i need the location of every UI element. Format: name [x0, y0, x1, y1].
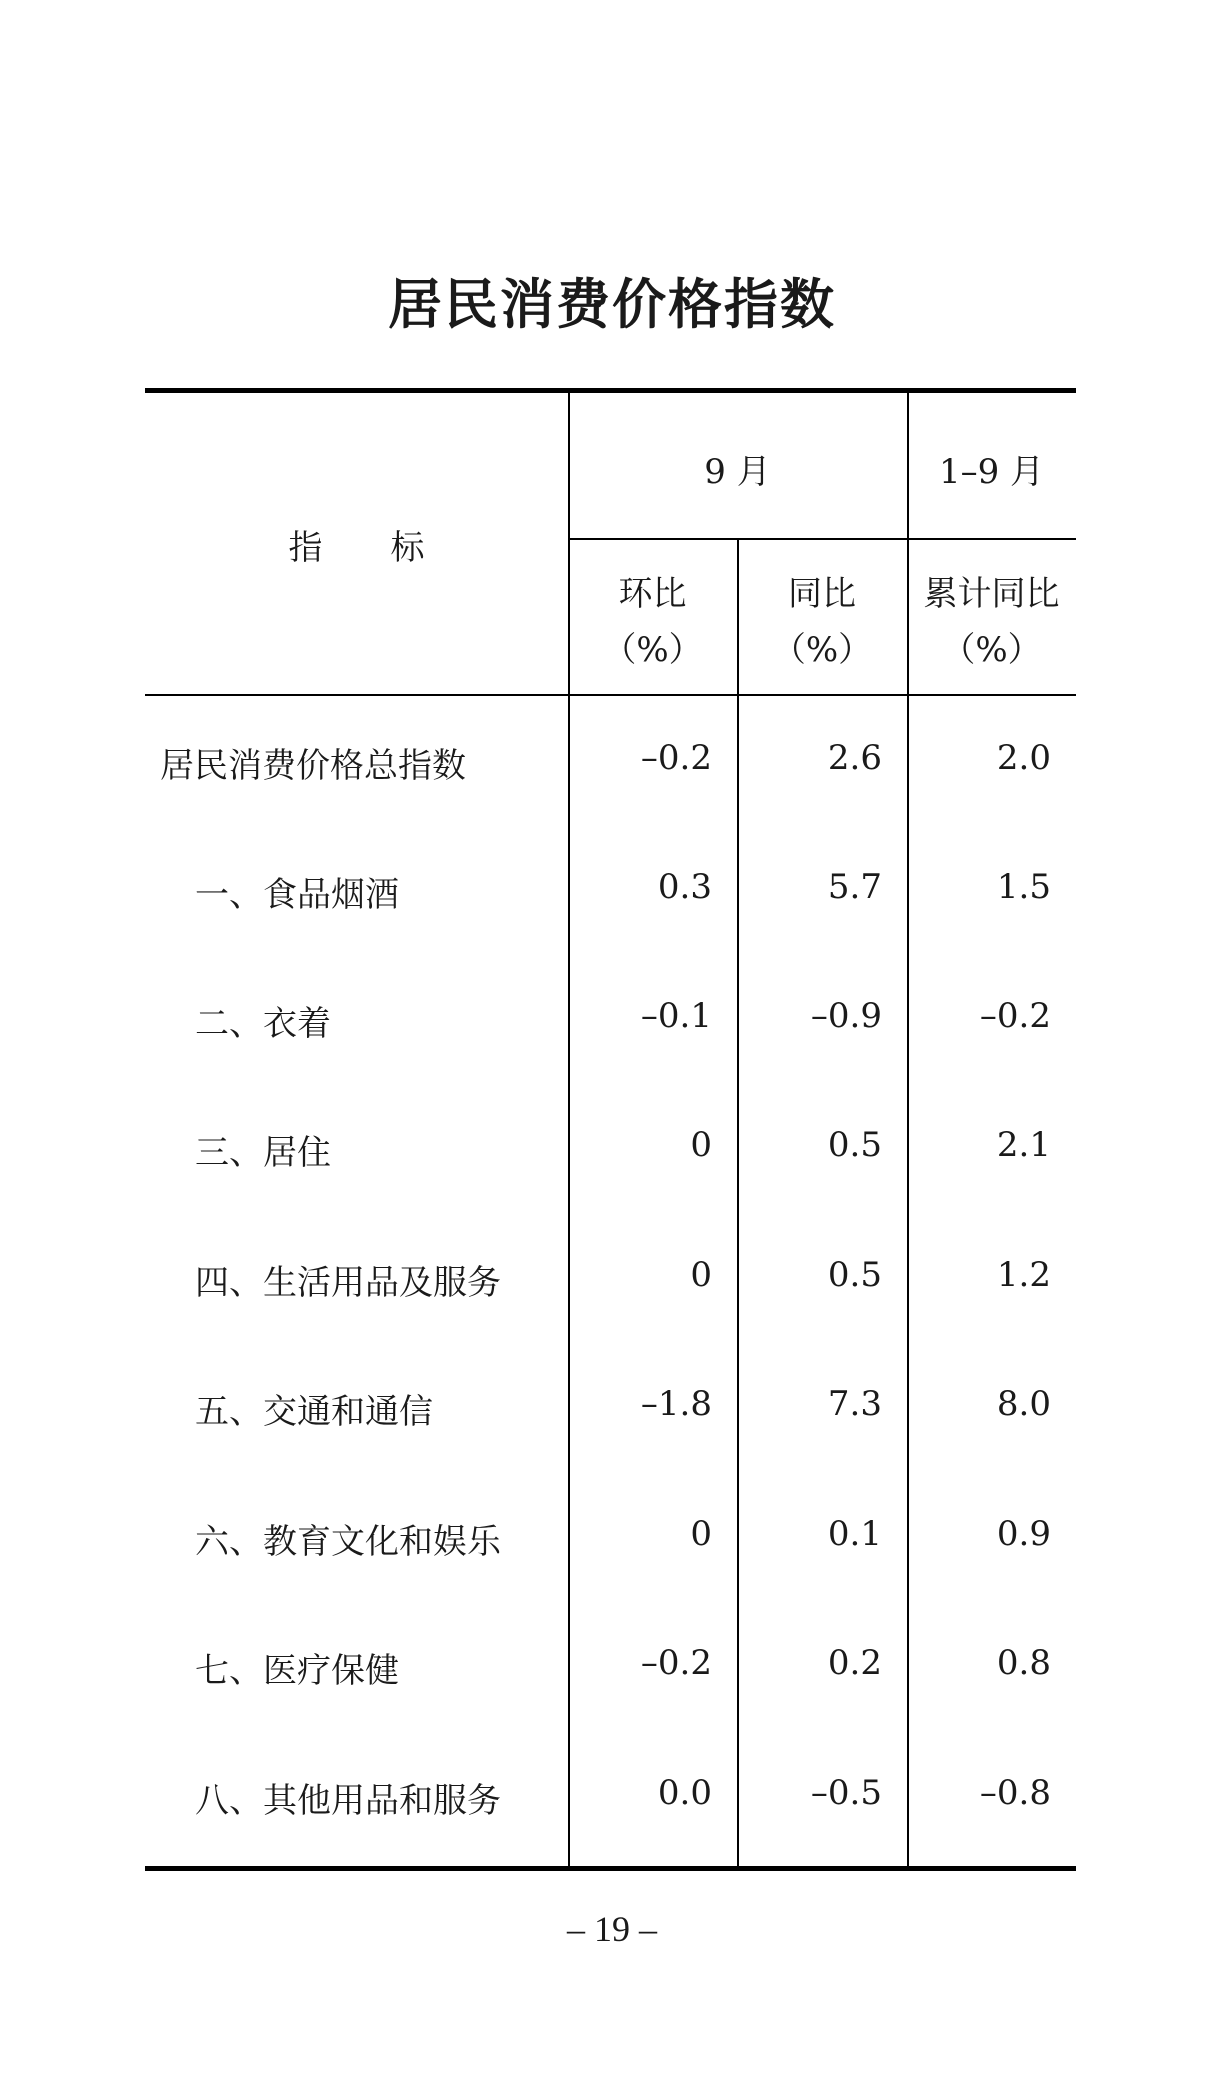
cell-yoy: 7.3 — [827, 1384, 882, 1424]
header-unit: （%） — [602, 630, 703, 670]
row-label: 居民消费价格总指数 — [160, 746, 466, 786]
cell-cum: 1.5 — [996, 867, 1051, 907]
row-label: 五、交通和通信 — [195, 1392, 433, 1432]
cell-yoy: 0.5 — [827, 1255, 882, 1295]
cell-mom: –0.2 — [640, 738, 712, 778]
header-group-month: 9 月 — [704, 452, 771, 492]
row-label: 二、衣着 — [195, 1004, 331, 1044]
cell-mom: 0 — [690, 1255, 712, 1295]
cpi-table — [145, 388, 1076, 1871]
row-label: 三、居住 — [195, 1133, 331, 1173]
header-indicator: 指 标 — [288, 528, 425, 568]
table-top-rule — [145, 388, 1076, 393]
page-title: 居民消费价格指数 — [388, 273, 836, 336]
row-label: 八、其他用品和服务 — [195, 1781, 501, 1821]
header-group-rule — [568, 538, 1076, 540]
cell-yoy: –0.5 — [810, 1773, 882, 1813]
header-col-yoy: 同比 — [788, 574, 856, 614]
page-number: – 19 – — [567, 1909, 657, 1949]
row-label: 六、教育文化和娱乐 — [195, 1522, 501, 1562]
cell-cum: 2.1 — [996, 1125, 1051, 1165]
header-col-mom: 环比 — [618, 574, 687, 614]
header-unit: （%） — [771, 630, 873, 670]
cell-yoy: 0.2 — [827, 1643, 882, 1683]
cell-yoy: 5.7 — [827, 867, 882, 907]
table-bottom-rule — [145, 1866, 1076, 1871]
cell-cum: 0.8 — [996, 1643, 1051, 1683]
cell-yoy: 2.6 — [827, 738, 882, 778]
cell-mom: –1.8 — [640, 1384, 712, 1424]
cell-mom: –0.1 — [640, 996, 712, 1036]
cell-cum: 8.0 — [996, 1384, 1051, 1424]
cell-yoy: –0.9 — [810, 996, 882, 1036]
row-label: 四、生活用品及服务 — [195, 1263, 501, 1303]
cell-yoy: 0.5 — [827, 1125, 882, 1165]
cell-cum: –0.2 — [979, 996, 1051, 1036]
row-label: 七、医疗保健 — [195, 1651, 399, 1691]
cell-mom: 0 — [690, 1514, 712, 1554]
cell-cum: 0.9 — [996, 1514, 1051, 1554]
cell-mom: –0.2 — [640, 1643, 712, 1683]
cell-yoy: 0.1 — [827, 1514, 882, 1554]
cell-mom: 0 — [690, 1125, 712, 1165]
header-unit: （%） — [941, 630, 1042, 670]
header-group-ytd: 1–9 月 — [938, 452, 1045, 492]
cell-mom: 0.0 — [657, 1773, 712, 1813]
cell-cum: 2.0 — [996, 738, 1051, 778]
cell-cum: –0.8 — [979, 1773, 1051, 1813]
cell-mom: 0.3 — [657, 867, 712, 907]
cell-cum: 1.2 — [996, 1255, 1051, 1295]
row-label: 一、食品烟酒 — [195, 875, 399, 915]
header-col-cum: 累计同比 — [923, 574, 1060, 614]
header-bottom-rule — [145, 694, 1076, 696]
